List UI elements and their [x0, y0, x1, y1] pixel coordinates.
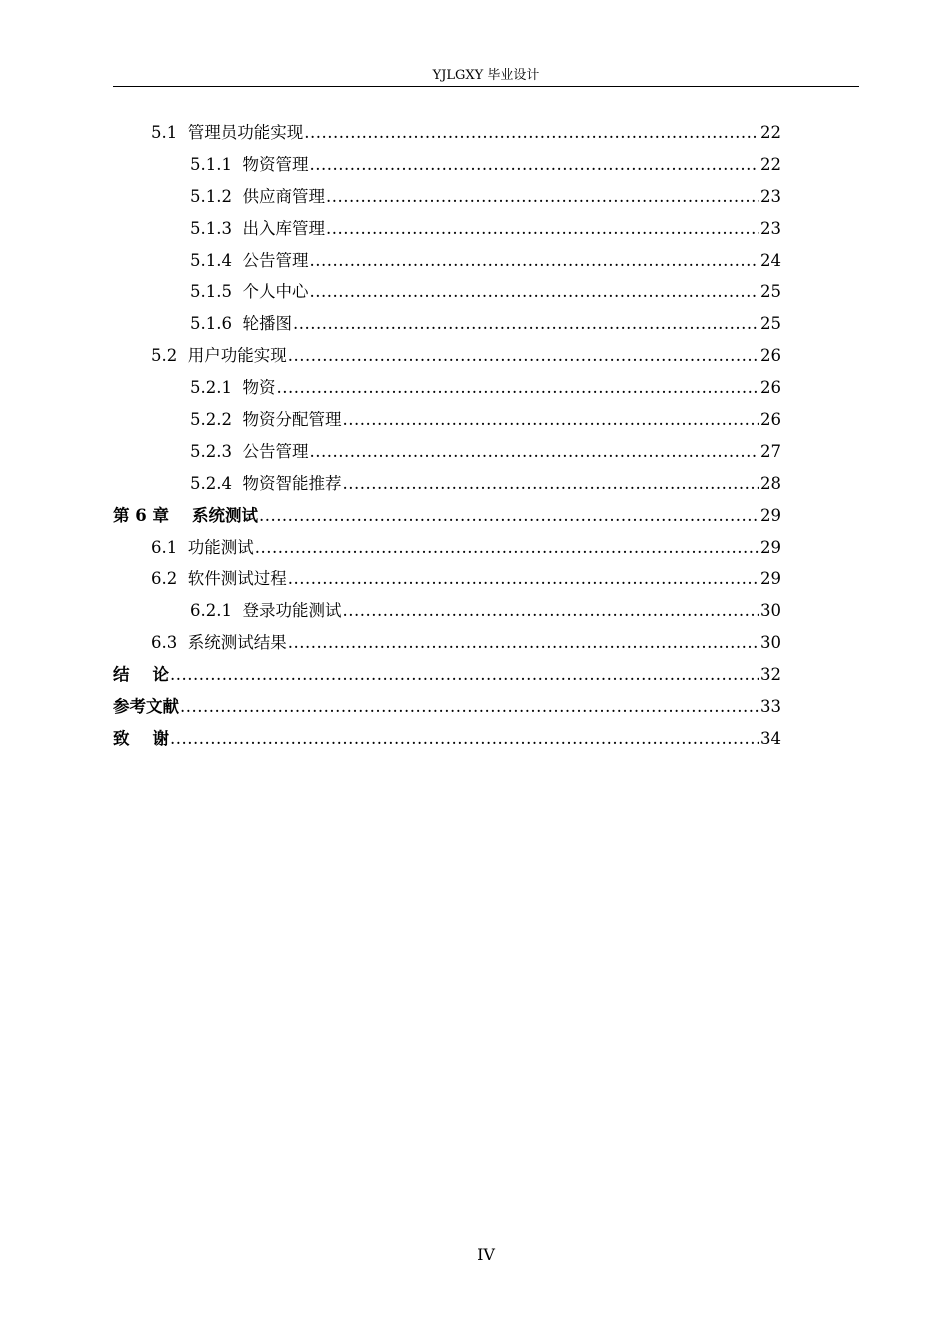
toc-entry[interactable]: [113, 691, 781, 723]
toc-dot-leader: [180, 691, 759, 723]
toc-entry-label: 6.2.1 登录功能测试: [190, 601, 342, 621]
page-footer: [0, 1244, 950, 1266]
toc-entry-page: 23: [760, 186, 781, 206]
toc-dot-leader: [326, 181, 759, 213]
toc-entry-label: 5.2.3 公告管理: [190, 441, 309, 461]
toc-entry-page: 25: [760, 314, 781, 334]
header-title: YJLGXY 毕业设计: [432, 68, 540, 83]
toc-entry-page: 26: [760, 410, 781, 430]
toc-entry-label: 6.1 功能测试: [151, 537, 254, 557]
toc-dot-leader: [342, 468, 759, 500]
toc-entry[interactable]: [113, 181, 781, 213]
toc-dot-leader: [170, 659, 759, 691]
toc-entry-label: 第 6 章 系统测试: [113, 505, 258, 525]
toc-dot-leader: [342, 404, 759, 436]
toc-dot-leader: [309, 276, 759, 308]
toc-entry-page: 29: [760, 569, 781, 589]
toc-entry[interactable]: [113, 245, 781, 277]
toc-entry-page: 25: [760, 282, 781, 302]
toc-entry-label: 5.2.2 物资分配管理: [190, 410, 342, 430]
toc-entry-label: 6.3 系统测试结果: [151, 633, 287, 653]
toc-entry[interactable]: [113, 276, 781, 308]
toc-entry-page: 28: [760, 473, 781, 493]
toc-entry-page: 24: [760, 250, 781, 270]
toc-dot-leader: [259, 500, 759, 532]
toc-entry-page: 33: [760, 697, 781, 717]
toc-entry[interactable]: [113, 213, 781, 245]
toc-entry-page: 26: [760, 378, 781, 398]
toc-entry-page: 26: [760, 346, 781, 366]
toc-entry-label: 5.1.6 轮播图: [190, 314, 292, 334]
toc-entry-label: 5.1.5 个人中心: [190, 282, 309, 302]
toc-entry-page: 32: [760, 665, 781, 685]
toc-entry[interactable]: [113, 627, 781, 659]
toc-entry-page: 34: [760, 728, 781, 748]
toc-entry-label: 结 论: [113, 665, 169, 685]
toc-entry-label: 6.2 软件测试过程: [151, 569, 287, 589]
toc-dot-leader: [309, 436, 759, 468]
toc-entry[interactable]: [113, 308, 781, 340]
toc-entry[interactable]: [113, 532, 781, 564]
toc-entry[interactable]: [113, 563, 781, 595]
table-of-contents: [113, 117, 781, 755]
toc-entry-label: 5.1.2 供应商管理: [190, 186, 325, 206]
toc-entry-page: 29: [760, 505, 781, 525]
header-rule: [113, 86, 859, 87]
toc-entry-label: 5.1.3 出入库管理: [190, 218, 325, 238]
toc-dot-leader: [288, 627, 759, 659]
toc-dot-leader: [293, 308, 759, 340]
toc-entry[interactable]: [113, 723, 781, 755]
toc-entry[interactable]: [113, 149, 781, 181]
page-number: IV: [477, 1245, 495, 1264]
toc-dot-leader: [304, 117, 759, 149]
toc-dot-leader: [276, 372, 759, 404]
toc-entry[interactable]: [113, 595, 781, 627]
toc-dot-leader: [309, 149, 759, 181]
toc-entry-label: 5.2 用户功能实现: [151, 346, 287, 366]
toc-entry[interactable]: [113, 340, 781, 372]
toc-entry[interactable]: [113, 117, 781, 149]
toc-dot-leader: [342, 595, 759, 627]
toc-dot-leader: [255, 532, 759, 564]
toc-entry-page: 22: [760, 123, 781, 142]
toc-entry-label: 5.1.4 公告管理: [190, 250, 309, 270]
toc-entry[interactable]: [113, 372, 781, 404]
toc-dot-leader: [170, 723, 759, 755]
toc-entry-page: 22: [760, 154, 781, 174]
toc-entry-label: 5.2.1 物资: [190, 378, 276, 398]
toc-entry-page: 30: [760, 601, 781, 621]
toc-entry-page: 23: [760, 218, 781, 238]
toc-entry-label: 5.1.1 物资管理: [190, 154, 309, 174]
toc-entry-page: 27: [760, 441, 781, 461]
toc-dot-leader: [309, 245, 759, 277]
toc-entry[interactable]: [113, 500, 781, 532]
toc-dot-leader: [326, 213, 759, 245]
toc-entry[interactable]: [113, 436, 781, 468]
toc-entry-page: 30: [760, 633, 781, 653]
toc-entry[interactable]: [113, 404, 781, 436]
toc-dot-leader: [288, 340, 759, 372]
toc-entry[interactable]: [113, 659, 781, 691]
toc-entry-label: 致 谢: [113, 728, 169, 748]
page-header: [113, 66, 859, 86]
toc-entry-label: 5.2.4 物资智能推荐: [190, 473, 342, 493]
toc-entry-label: 参考文献: [113, 697, 179, 717]
toc-entry-label: 5.1 管理员功能实现: [151, 123, 304, 142]
toc-entry-page: 29: [760, 537, 781, 557]
toc-dot-leader: [288, 563, 759, 595]
toc-entry[interactable]: [113, 468, 781, 500]
